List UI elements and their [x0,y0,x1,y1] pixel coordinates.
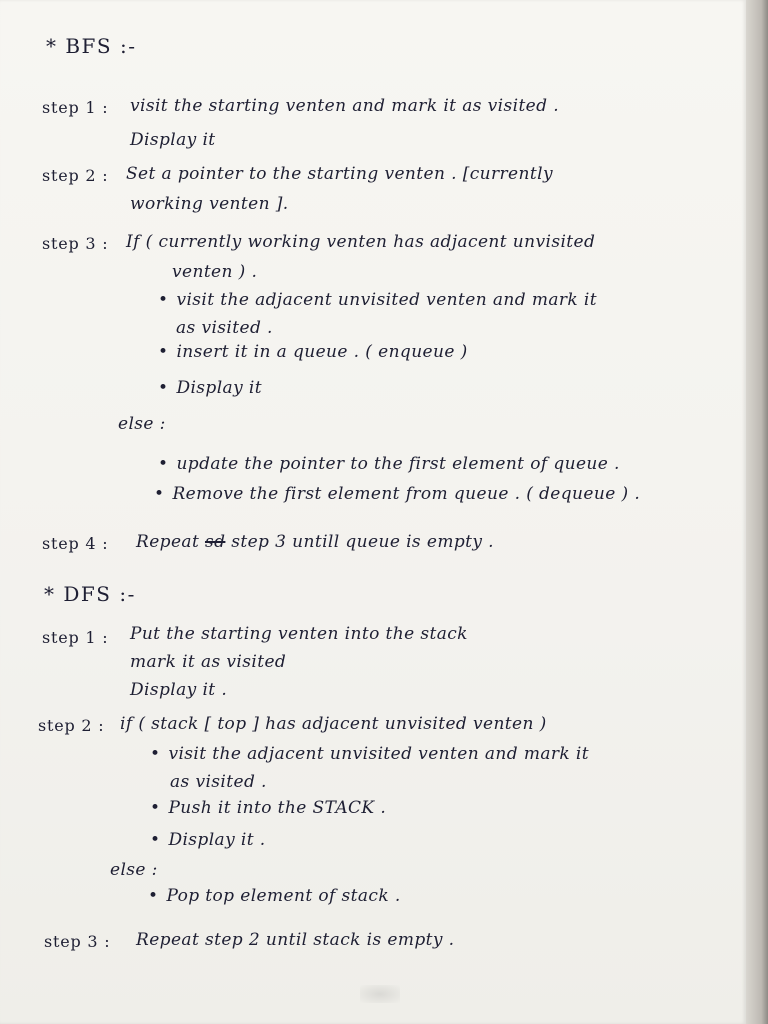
dfs-else-label: else : [110,860,158,880]
bfs-step3-label: step 3 : [42,234,109,253]
bfs-step3-bullet: • Display it [158,378,262,398]
bfs-step2-line1: Set a pointer to the starting venten . [currently [126,164,553,184]
bfs-step1-line2: Display it [130,130,216,150]
bfs-else-bullet: • update the pointer to the first element of queue . [158,454,620,474]
bfs-step1-line1: visit the starting venten and mark it as visited . [130,96,560,116]
dfs-step1-line1: Put the starting venten into the stack [130,624,468,644]
dfs-step2-bullet: • Push it into the STACK . [150,798,386,818]
paper-smudge [360,985,400,1003]
bfs-step1-label: step 1 : [42,98,109,117]
bfs-step3-bullet-cont: as visited . [176,318,273,338]
bfs-step3-bullet: • insert it in a queue . ( enqueue ) [158,342,468,362]
bfs-step4-text [136,532,494,552]
dfs-step1-label: step 1 : [42,628,109,647]
dfs-step1-line3: Display it . [130,680,228,700]
bfs-step3-line2: venten ) . [172,262,258,282]
bfs-else-bullet: • Remove the first element from queue . ( dequeue ) . [154,484,640,504]
bfs-step3-bullet: • visit the adjacent unvisited venten and mark it [158,290,597,310]
bfs-step4-rest: step 3 untill queue is empty . [231,532,494,552]
dfs-step2-line1: if ( stack [ top ] has adjacent unvisited venten ) [120,714,547,734]
dfs-step1-line2: mark it as visited [130,652,287,672]
bfs-step4-repeat: Repeat [136,532,200,552]
bfs-else-label: else : [118,414,166,434]
page-edge-shadow [746,0,768,1024]
bfs-step4-struck: sd [204,532,226,552]
bfs-step4-label: step 4 : [42,534,109,553]
bfs-step2-line2: working venten ]. [130,194,289,214]
dfs-step3-label: step 3 : [44,932,111,951]
dfs-step3-text: Repeat step 2 until stack is empty . [136,930,455,950]
dfs-heading: * DFS :- [44,582,136,606]
dfs-step2-bullet: • visit the adjacent unvisited venten and mark it [150,744,589,764]
dfs-step2-bullet: • Display it . [150,830,266,850]
bfs-heading: * BFS :- [46,34,137,58]
dfs-step2-label: step 2 : [38,716,105,735]
bfs-step2-label: step 2 : [42,166,109,185]
bfs-step3-line1: If ( currently working venten has adjacent unvisited [126,232,596,252]
dfs-step2-bullet-cont: as visited . [170,772,267,792]
dfs-else-bullet: • Pop top element of stack . [148,886,401,906]
